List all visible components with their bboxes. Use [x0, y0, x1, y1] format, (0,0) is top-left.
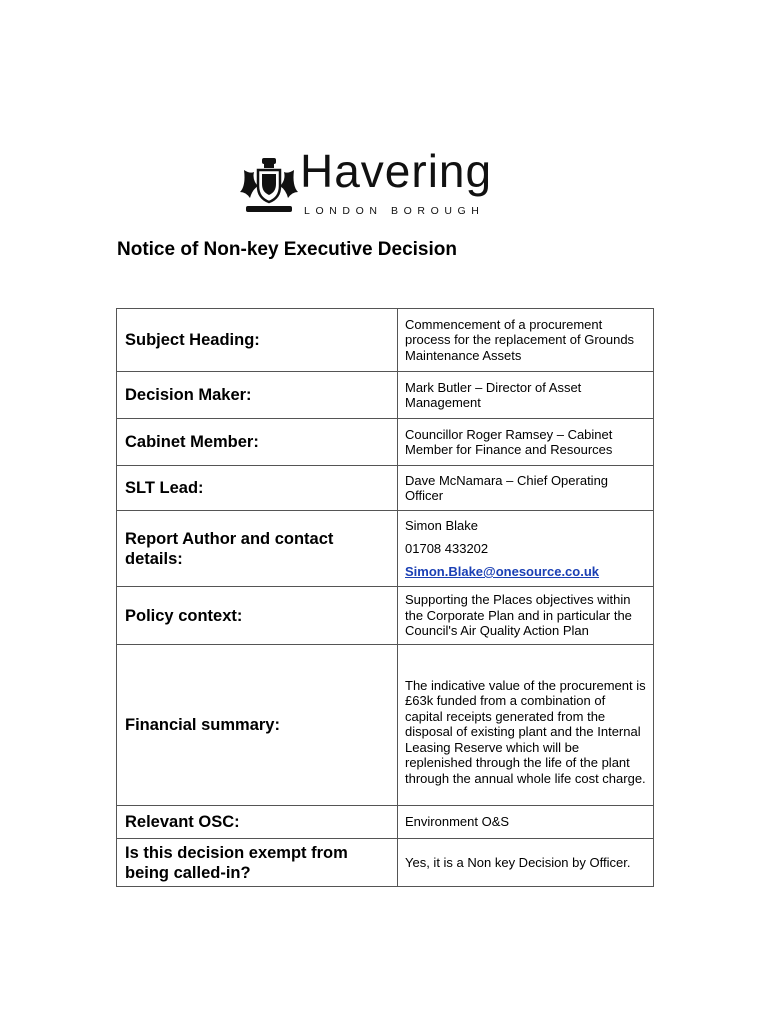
report-author-label: Report Author and contact details: [117, 511, 398, 587]
cabinet-member-label: Cabinet Member: [117, 419, 398, 466]
table-row-report-author [117, 511, 654, 587]
havering-logo [240, 145, 530, 220]
table-row-slt-lead [117, 466, 654, 511]
decision-maker-label: Decision Maker: [117, 372, 398, 419]
borough-crest-icon [240, 156, 298, 216]
author-email-link[interactable]: Simon.Blake@onesource.co.uk [405, 564, 600, 579]
policy-context-value: Supporting the Places objectives within the Corporate Plan and in particular the Council's Air Quality Action Plan [398, 587, 654, 645]
document-title: Notice of Non-key Executive Decision [117, 239, 457, 260]
call-in-exempt-label: Is this decision exempt from being called-in? [117, 839, 398, 887]
subject-heading-value: Commencement of a procurement process for the replacement of Grounds Maintenance Assets [398, 309, 654, 372]
author-phone: 01708 433202 [405, 541, 489, 556]
logo-wordmark: Havering [300, 145, 493, 197]
table-row-subject [117, 309, 654, 372]
table-row-policy-context [117, 587, 654, 645]
logo-subtitle: LONDON BOROUGH [304, 205, 485, 217]
financial-summary-value: The indicative value of the procurement is £63k funded from a combination of capital receipts generated from the disposal of existing plant and the Internal Leasing Reserve which will be replenished through the life of the plant through the annual whole life cost charge. [398, 645, 654, 806]
subject-heading-label: Subject Heading: [117, 309, 398, 372]
policy-context-label: Policy context: [117, 587, 398, 645]
decision-table [116, 308, 654, 887]
table-row-decision-maker [117, 372, 654, 419]
table-row-relevant-osc [117, 806, 654, 839]
table-row-financial-summary [117, 645, 654, 806]
report-author-value [398, 511, 654, 587]
table-row-call-in-exempt [117, 839, 654, 887]
decision-maker-value: Mark Butler – Director of Asset Management [398, 372, 654, 419]
slt-lead-label: SLT Lead: [117, 466, 398, 511]
relevant-osc-value: Environment O&S [398, 806, 654, 839]
author-name: Simon Blake [405, 518, 478, 533]
financial-summary-label: Financial summary: [117, 645, 398, 806]
table-row-cabinet-member [117, 419, 654, 466]
slt-lead-value: Dave McNamara – Chief Operating Officer [398, 466, 654, 511]
relevant-osc-label: Relevant OSC: [117, 806, 398, 839]
cabinet-member-value: Councillor Roger Ramsey – Cabinet Member for Finance and Resources [398, 419, 654, 466]
call-in-exempt-value: Yes, it is a Non key Decision by Officer. [398, 839, 654, 887]
